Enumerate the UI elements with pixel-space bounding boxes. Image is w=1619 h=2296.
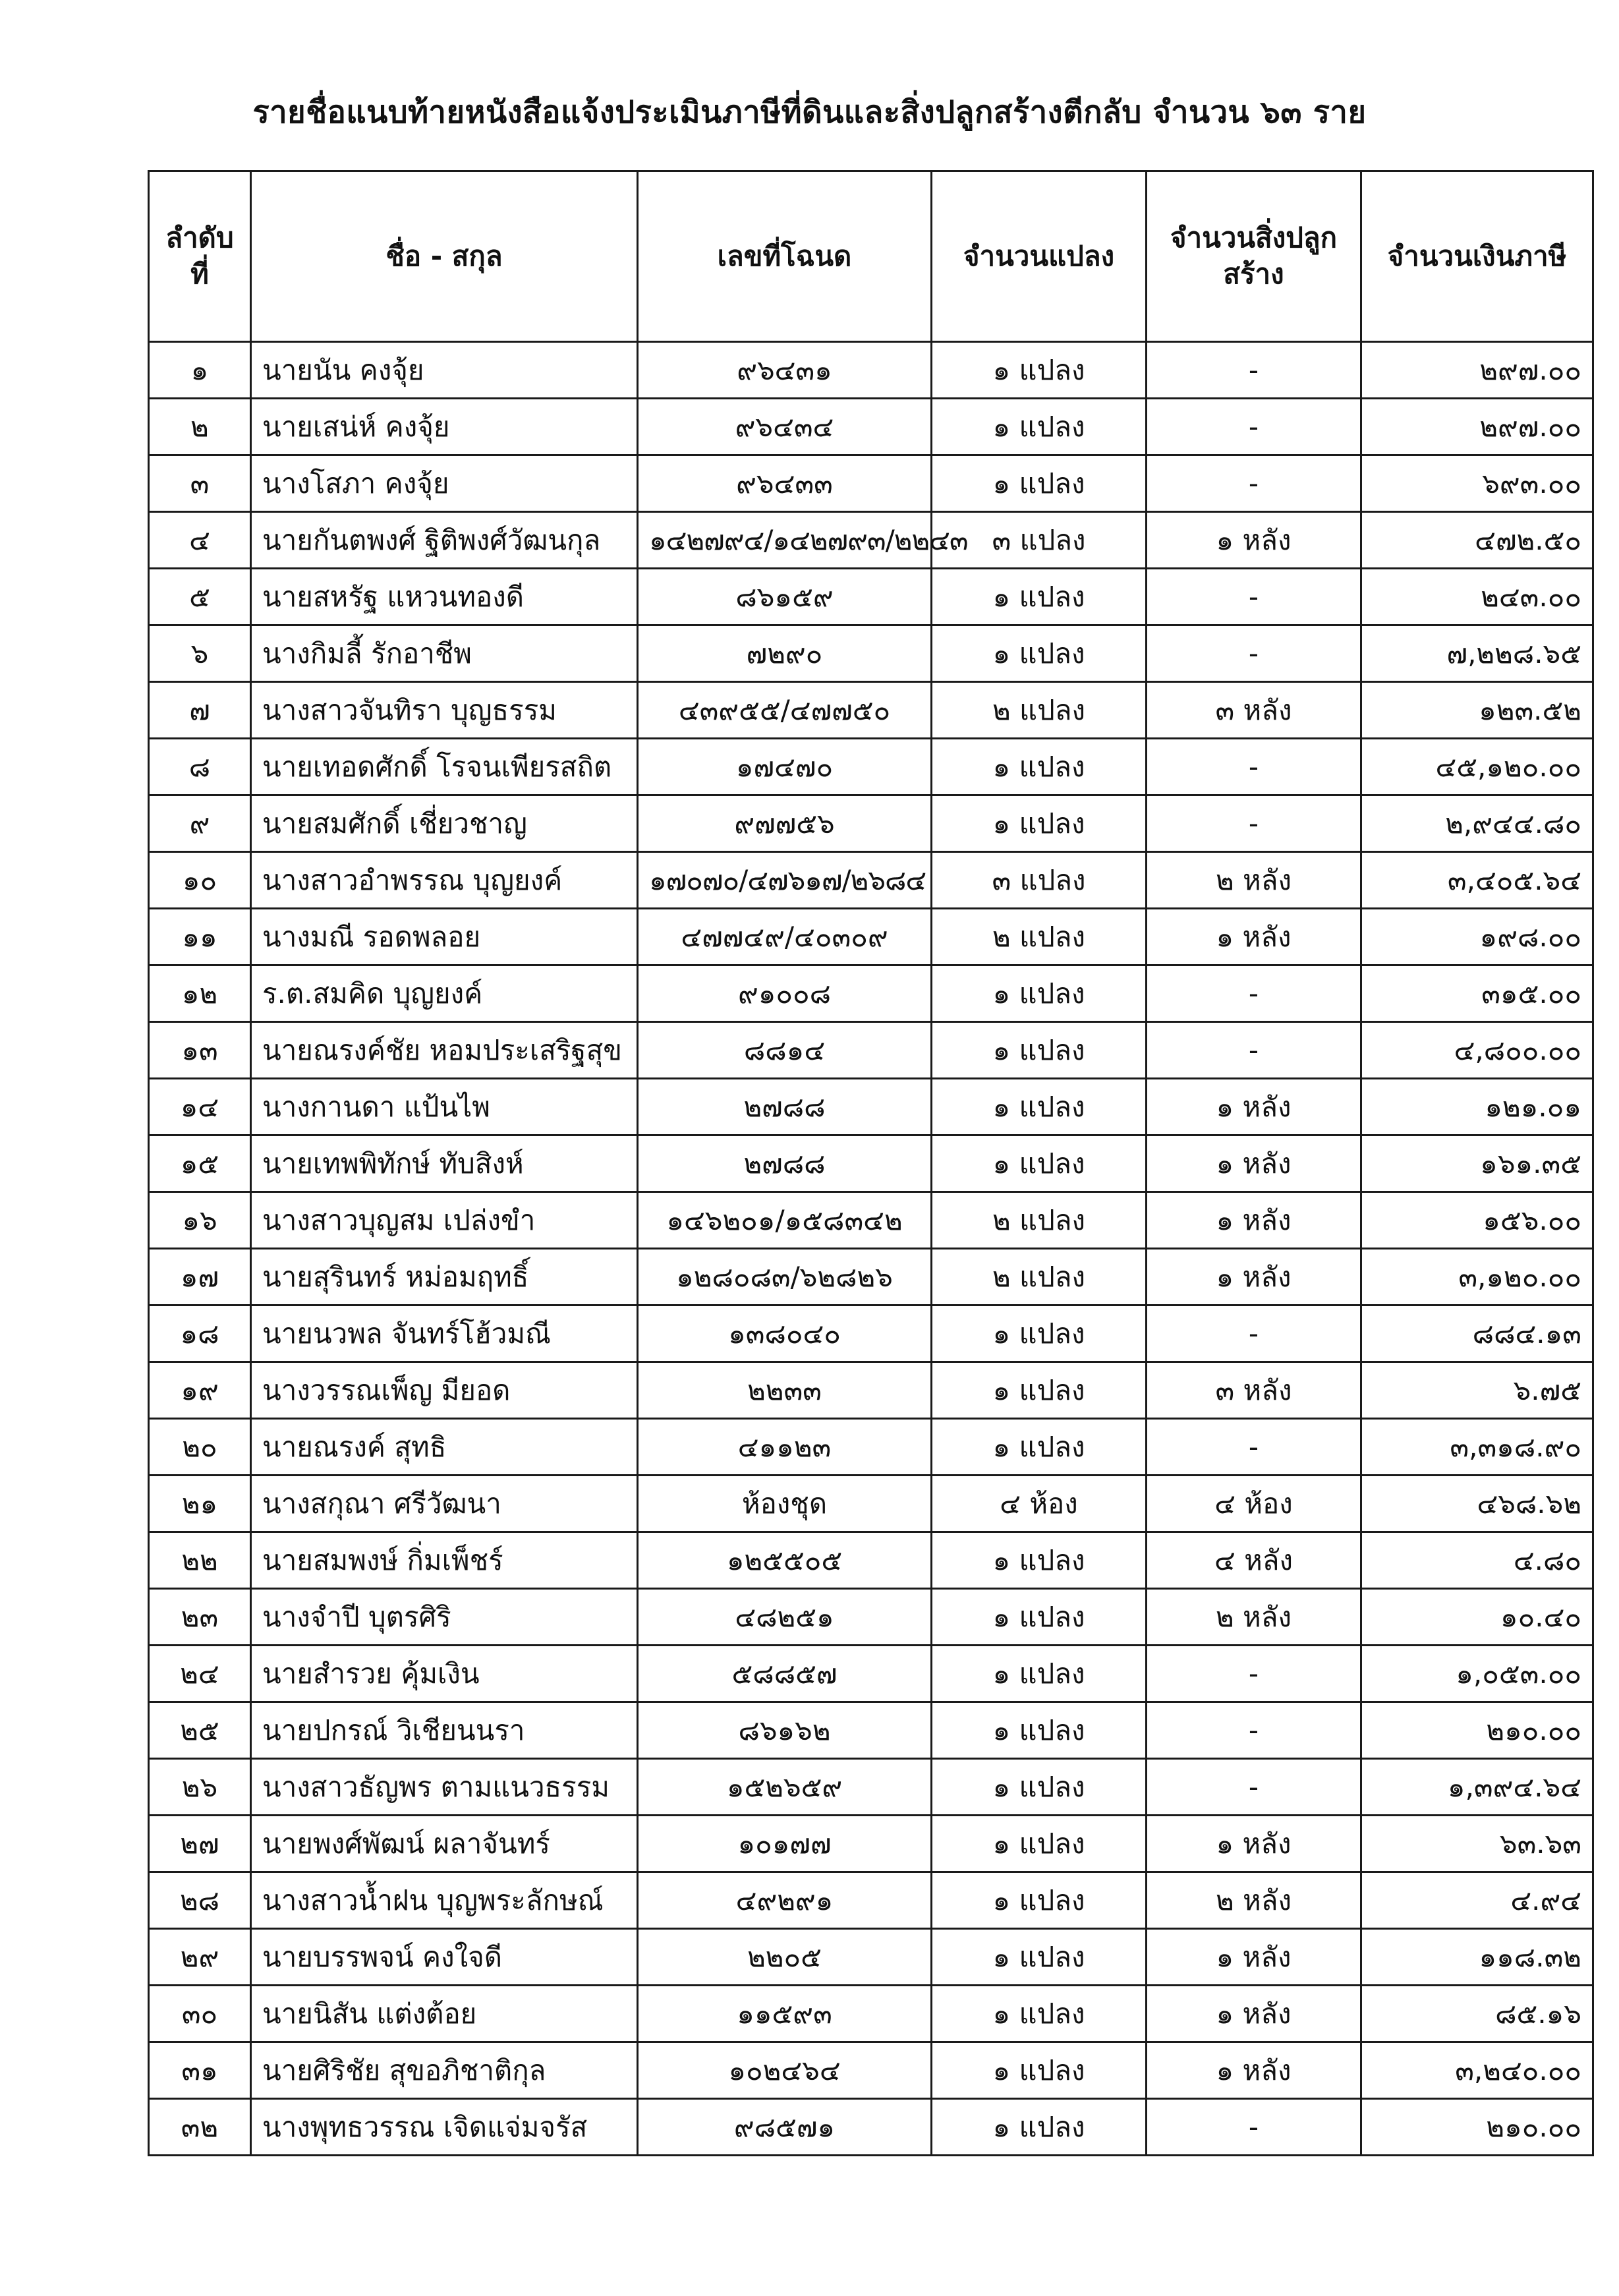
cell-name: นางโสภา คงจุ้ย bbox=[251, 455, 638, 512]
cell-name: นายพงศ์พัฒน์ ผลาจันทร์ bbox=[251, 1816, 638, 1872]
cell-plot-count: ๔ ห้อง bbox=[932, 1476, 1147, 1532]
cell-tax-amount: ๗,๒๒๘.๖๕ bbox=[1361, 625, 1593, 682]
cell-plot-count: ๑ แปลง bbox=[932, 1306, 1147, 1362]
table-row bbox=[149, 1872, 1593, 1929]
cell-plot-count: ๑ แปลง bbox=[932, 1759, 1147, 1816]
cell-tax-amount: ๒๙๗.๐๐ bbox=[1361, 399, 1593, 455]
table-row bbox=[149, 512, 1593, 569]
cell-tax-amount: ๑,๐๕๓.๐๐ bbox=[1361, 1646, 1593, 1702]
cell-name: นายนวพล จันทร์โฮ้วมณี bbox=[251, 1306, 638, 1362]
cell-building-count: - bbox=[1147, 739, 1361, 795]
cell-name: นางสาวธัญพร ตามแนวธรรม bbox=[251, 1759, 638, 1816]
cell-building-count: - bbox=[1147, 455, 1361, 512]
cell-order: ๑๘ bbox=[149, 1306, 251, 1362]
cell-plot-count: ๑ แปลง bbox=[932, 1702, 1147, 1759]
cell-plot-count: ๑ แปลง bbox=[932, 1589, 1147, 1646]
cell-tax-amount: ๓๑๕.๐๐ bbox=[1361, 965, 1593, 1022]
cell-building-count: ๒ หลัง bbox=[1147, 1872, 1361, 1929]
cell-name: นายนิสัน แต่งต้อย bbox=[251, 1986, 638, 2042]
cell-plot-count: ๑ แปลง bbox=[932, 795, 1147, 852]
cell-tax-amount: ๒๔๓.๐๐ bbox=[1361, 569, 1593, 625]
cell-building-count: - bbox=[1147, 2099, 1361, 2156]
cell-order: ๙ bbox=[149, 795, 251, 852]
cell-building-count: ๑ หลัง bbox=[1147, 512, 1361, 569]
cell-tax-amount: ๓,๔๐๕.๖๔ bbox=[1361, 852, 1593, 909]
cell-tax-amount: ๔๕,๑๒๐.๐๐ bbox=[1361, 739, 1593, 795]
cell-plot-count: ๒ แปลง bbox=[932, 1249, 1147, 1306]
cell-plot-count: ๒ แปลง bbox=[932, 1192, 1147, 1249]
cell-deed-number: ๒๗๘๘ bbox=[638, 1079, 932, 1135]
cell-name: นายสมพงษ์ กิ่มเพ็ชร์ bbox=[251, 1532, 638, 1589]
table-row bbox=[149, 625, 1593, 682]
cell-name: นางสาวบุญสม เปล่งขำ bbox=[251, 1192, 638, 1249]
header-tax-amount: จำนวนเงินภาษี bbox=[1361, 171, 1593, 342]
cell-building-count: - bbox=[1147, 1419, 1361, 1476]
table-row bbox=[149, 455, 1593, 512]
cell-building-count: ๔ ห้อง bbox=[1147, 1476, 1361, 1532]
cell-deed-number: ๔๑๑๒๓ bbox=[638, 1419, 932, 1476]
table-row bbox=[149, 1589, 1593, 1646]
cell-order: ๑๓ bbox=[149, 1022, 251, 1079]
cell-tax-amount: ๒,๙๔๔.๘๐ bbox=[1361, 795, 1593, 852]
cell-building-count: - bbox=[1147, 569, 1361, 625]
cell-plot-count: ๑ แปลง bbox=[932, 455, 1147, 512]
cell-plot-count: ๒ แปลง bbox=[932, 682, 1147, 739]
cell-name: นางวรรณเพ็ญ มียอด bbox=[251, 1362, 638, 1419]
table-row bbox=[149, 1306, 1593, 1362]
cell-name: นายเสน่ห์ คงจุ้ย bbox=[251, 399, 638, 455]
cell-name: นางสาวน้ำฝน บุญพระลักษณ์ bbox=[251, 1872, 638, 1929]
cell-order: ๒๗ bbox=[149, 1816, 251, 1872]
cell-tax-amount: ๘๘๔.๑๓ bbox=[1361, 1306, 1593, 1362]
cell-order: ๘ bbox=[149, 739, 251, 795]
table-row bbox=[149, 2042, 1593, 2099]
cell-building-count: ๒ หลัง bbox=[1147, 1589, 1361, 1646]
cell-tax-amount: ๑๒๑.๐๑ bbox=[1361, 1079, 1593, 1135]
cell-deed-number: ๙๖๔๓๔ bbox=[638, 399, 932, 455]
table-row bbox=[149, 965, 1593, 1022]
cell-name: นายณรงค์ชัย หอมประเสริฐสุข bbox=[251, 1022, 638, 1079]
cell-order: ๓๐ bbox=[149, 1986, 251, 2042]
table-row bbox=[149, 1532, 1593, 1589]
cell-deed-number: ๑๑๕๙๓ bbox=[638, 1986, 932, 2042]
cell-deed-number: ๙๖๔๓๑ bbox=[638, 342, 932, 399]
cell-order: ๑๖ bbox=[149, 1192, 251, 1249]
cell-plot-count: ๑ แปลง bbox=[932, 399, 1147, 455]
table-header-row bbox=[149, 171, 1593, 342]
table-row bbox=[149, 2099, 1593, 2156]
header-plot-count: จำนวนแปลง bbox=[932, 171, 1147, 342]
cell-tax-amount: ๓,๓๑๘.๙๐ bbox=[1361, 1419, 1593, 1476]
cell-tax-amount: ๔.๙๔ bbox=[1361, 1872, 1593, 1929]
cell-plot-count: ๑ แปลง bbox=[932, 1419, 1147, 1476]
cell-name: นายศิริชัย สุขอภิชาติกุล bbox=[251, 2042, 638, 2099]
table-row bbox=[149, 1759, 1593, 1816]
cell-name: นายเทพพิทักษ์ ทับสิงห์ bbox=[251, 1135, 638, 1192]
table-row bbox=[149, 1419, 1593, 1476]
cell-tax-amount: ๒๙๗.๐๐ bbox=[1361, 342, 1593, 399]
header-deed-number: เลขที่โฉนด bbox=[638, 171, 932, 342]
cell-building-count: ๑ หลัง bbox=[1147, 1986, 1361, 2042]
cell-order: ๒๕ bbox=[149, 1702, 251, 1759]
cell-name: นายปกรณ์ วิเชียนนรา bbox=[251, 1702, 638, 1759]
cell-tax-amount: ๖๙๓.๐๐ bbox=[1361, 455, 1593, 512]
cell-building-count: - bbox=[1147, 399, 1361, 455]
table-row bbox=[149, 1135, 1593, 1192]
cell-building-count: ๓ หลัง bbox=[1147, 1362, 1361, 1419]
table-row bbox=[149, 342, 1593, 399]
cell-deed-number: ๑๗๐๗๐/๔๗๖๑๗/๒๖๘๔ bbox=[638, 852, 932, 909]
cell-tax-amount: ๖.๗๕ bbox=[1361, 1362, 1593, 1419]
cell-name: นางพุทธวรรณ เจิดแจ่มจรัส bbox=[251, 2099, 638, 2156]
cell-deed-number: ๙๗๗๕๖ bbox=[638, 795, 932, 852]
cell-tax-amount: ๑๑๘.๓๒ bbox=[1361, 1929, 1593, 1986]
cell-deed-number: ๒๗๘๘ bbox=[638, 1135, 932, 1192]
cell-order: ๒๙ bbox=[149, 1929, 251, 1986]
cell-deed-number: ๔๙๒๙๑ bbox=[638, 1872, 932, 1929]
cell-building-count: ๒ หลัง bbox=[1147, 852, 1361, 909]
taxpayer-table bbox=[148, 170, 1594, 2156]
cell-deed-number: ๙๑๐๐๘ bbox=[638, 965, 932, 1022]
cell-order: ๑๒ bbox=[149, 965, 251, 1022]
table-row bbox=[149, 1079, 1593, 1135]
table-row bbox=[149, 399, 1593, 455]
cell-order: ๒๖ bbox=[149, 1759, 251, 1816]
cell-tax-amount: ๓,๒๔๐.๐๐ bbox=[1361, 2042, 1593, 2099]
cell-name: นางกานดา แป้นไพ bbox=[251, 1079, 638, 1135]
cell-plot-count: ๑ แปลง bbox=[932, 1532, 1147, 1589]
table-row bbox=[149, 852, 1593, 909]
cell-plot-count: ๓ แปลง bbox=[932, 852, 1147, 909]
table-row bbox=[149, 569, 1593, 625]
table-row bbox=[149, 795, 1593, 852]
cell-order: ๑๙ bbox=[149, 1362, 251, 1419]
table-row bbox=[149, 1476, 1593, 1532]
cell-building-count: ๓ หลัง bbox=[1147, 682, 1361, 739]
cell-deed-number: ๑๕๒๖๕๙ bbox=[638, 1759, 932, 1816]
cell-building-count: ๑ หลัง bbox=[1147, 1192, 1361, 1249]
cell-tax-amount: ๖๓.๖๓ bbox=[1361, 1816, 1593, 1872]
cell-plot-count: ๑ แปลง bbox=[932, 965, 1147, 1022]
cell-name: นางกิมลี้ รักอาชีพ bbox=[251, 625, 638, 682]
cell-building-count: ๑ หลัง bbox=[1147, 1079, 1361, 1135]
cell-order: ๒ bbox=[149, 399, 251, 455]
cell-plot-count: ๑ แปลง bbox=[932, 2042, 1147, 2099]
cell-order: ๑๔ bbox=[149, 1079, 251, 1135]
cell-deed-number: ๗๒๙๐ bbox=[638, 625, 932, 682]
cell-deed-number: ๕๘๘๕๗ bbox=[638, 1646, 932, 1702]
cell-tax-amount: ๑๒๓.๕๒ bbox=[1361, 682, 1593, 739]
cell-deed-number: ๘๖๑๕๙ bbox=[638, 569, 932, 625]
cell-order: ๒๘ bbox=[149, 1872, 251, 1929]
table-row bbox=[149, 1022, 1593, 1079]
cell-building-count: - bbox=[1147, 1022, 1361, 1079]
header-building-count: จำนวนสิ่งปลูกสร้าง bbox=[1147, 171, 1361, 342]
cell-tax-amount: ๑๕๖.๐๐ bbox=[1361, 1192, 1593, 1249]
table-row bbox=[149, 739, 1593, 795]
cell-order: ๒๔ bbox=[149, 1646, 251, 1702]
cell-order: ๑๑ bbox=[149, 909, 251, 965]
cell-deed-number: ๒๒๐๕ bbox=[638, 1929, 932, 1986]
table-row bbox=[149, 909, 1593, 965]
header-name: ชื่อ - สกุล bbox=[251, 171, 638, 342]
cell-plot-count: ๑ แปลง bbox=[932, 342, 1147, 399]
cell-order: ๖ bbox=[149, 625, 251, 682]
cell-building-count: ๑ หลัง bbox=[1147, 909, 1361, 965]
cell-tax-amount: ๑,๓๙๔.๖๔ bbox=[1361, 1759, 1593, 1816]
cell-building-count: - bbox=[1147, 1759, 1361, 1816]
cell-building-count: - bbox=[1147, 1306, 1361, 1362]
cell-name: นายนัน คงจุ้ย bbox=[251, 342, 638, 399]
cell-tax-amount: ๔,๘๐๐.๐๐ bbox=[1361, 1022, 1593, 1079]
cell-order: ๑๕ bbox=[149, 1135, 251, 1192]
cell-deed-number: ๘๖๑๖๒ bbox=[638, 1702, 932, 1759]
cell-tax-amount: ๑๙๘.๐๐ bbox=[1361, 909, 1593, 965]
cell-deed-number: ๔๓๙๕๕/๔๗๗๕๐ bbox=[638, 682, 932, 739]
cell-order: ๕ bbox=[149, 569, 251, 625]
cell-name: นายสมศักดิ์ เชี่ยวชาญ bbox=[251, 795, 638, 852]
cell-deed-number: ๑๓๘๐๔๐ bbox=[638, 1306, 932, 1362]
table-row bbox=[149, 682, 1593, 739]
cell-tax-amount: ๔๗๒.๕๐ bbox=[1361, 512, 1593, 569]
cell-order: ๑๗ bbox=[149, 1249, 251, 1306]
cell-name: นางจำปี บุตรศิริ bbox=[251, 1589, 638, 1646]
table-row bbox=[149, 1702, 1593, 1759]
cell-plot-count: ๑ แปลง bbox=[932, 1022, 1147, 1079]
cell-order: ๓๑ bbox=[149, 2042, 251, 2099]
table-row bbox=[149, 1249, 1593, 1306]
cell-tax-amount: ๔.๘๐ bbox=[1361, 1532, 1593, 1589]
cell-order: ๗ bbox=[149, 682, 251, 739]
cell-plot-count: ๑ แปลง bbox=[932, 739, 1147, 795]
cell-tax-amount: ๘๕.๑๖ bbox=[1361, 1986, 1593, 2042]
cell-order: ๓๒ bbox=[149, 2099, 251, 2156]
cell-plot-count: ๑ แปลง bbox=[932, 569, 1147, 625]
cell-order: ๒๒ bbox=[149, 1532, 251, 1589]
cell-name: นายกันตพงศ์ ฐิติพงศ์วัฒนกุล bbox=[251, 512, 638, 569]
cell-building-count: ๑ หลัง bbox=[1147, 1816, 1361, 1872]
cell-tax-amount: ๔๖๘.๖๒ bbox=[1361, 1476, 1593, 1532]
cell-tax-amount: ๑๖๑.๓๕ bbox=[1361, 1135, 1593, 1192]
cell-name: นางสาวอำพรรณ บุญยงค์ bbox=[251, 852, 638, 909]
cell-deed-number: ๑๒๕๕๐๕ bbox=[638, 1532, 932, 1589]
cell-building-count: ๑ หลัง bbox=[1147, 2042, 1361, 2099]
cell-plot-count: ๑ แปลง bbox=[932, 1986, 1147, 2042]
cell-tax-amount: ๒๑๐.๐๐ bbox=[1361, 2099, 1593, 2156]
cell-name: นายสำรวย คุ้มเงิน bbox=[251, 1646, 638, 1702]
table-row bbox=[149, 1929, 1593, 1986]
cell-building-count: ๔ หลัง bbox=[1147, 1532, 1361, 1589]
cell-plot-count: ๑ แปลง bbox=[932, 1816, 1147, 1872]
cell-deed-number: ๔๗๗๔๙/๔๐๓๐๙ bbox=[638, 909, 932, 965]
cell-order: ๒๓ bbox=[149, 1589, 251, 1646]
cell-deed-number: ๑๔๒๗๙๔/๑๔๒๗๙๓/๒๒๔๓ bbox=[638, 512, 932, 569]
table-row bbox=[149, 1362, 1593, 1419]
cell-deed-number: ๙๘๕๗๑ bbox=[638, 2099, 932, 2156]
cell-deed-number: ๒๒๓๓ bbox=[638, 1362, 932, 1419]
cell-building-count: - bbox=[1147, 625, 1361, 682]
cell-plot-count: ๑ แปลง bbox=[932, 1646, 1147, 1702]
cell-deed-number: ห้องชุด bbox=[638, 1476, 932, 1532]
cell-name: นายบรรพจน์ คงใจดี bbox=[251, 1929, 638, 1986]
cell-deed-number: ๑๐๑๗๗ bbox=[638, 1816, 932, 1872]
cell-name: นางมณี รอดพลอย bbox=[251, 909, 638, 965]
cell-name: นายสุรินทร์ หม่อมฤทธิ์ bbox=[251, 1249, 638, 1306]
cell-plot-count: ๑ แปลง bbox=[932, 625, 1147, 682]
cell-building-count: - bbox=[1147, 795, 1361, 852]
table-row bbox=[149, 1646, 1593, 1702]
cell-deed-number: ๑๐๒๔๖๔ bbox=[638, 2042, 932, 2099]
cell-order: ๒๑ bbox=[149, 1476, 251, 1532]
cell-deed-number: ๔๘๒๕๑ bbox=[638, 1589, 932, 1646]
cell-name: นายณรงค์ สุทธิ bbox=[251, 1419, 638, 1476]
cell-tax-amount: ๓,๑๒๐.๐๐ bbox=[1361, 1249, 1593, 1306]
document-title: รายชื่อแนบท้ายหนังสือแจ้งประเมินภาษีที่ดินและสิ่งปลูกสร้างตีกลับ จำนวน ๖๓ ราย bbox=[252, 94, 1367, 130]
cell-name: ร.ต.สมคิด บุญยงค์ bbox=[251, 965, 638, 1022]
table-row bbox=[149, 1986, 1593, 2042]
cell-name: นางสาวจันทิรา บุญธรรม bbox=[251, 682, 638, 739]
cell-plot-count: ๑ แปลง bbox=[932, 1135, 1147, 1192]
cell-plot-count: ๑ แปลง bbox=[932, 2099, 1147, 2156]
cell-name: นายสหรัฐ แหวนทองดี bbox=[251, 569, 638, 625]
cell-order: ๔ bbox=[149, 512, 251, 569]
cell-plot-count: ๑ แปลง bbox=[932, 1929, 1147, 1986]
cell-name: นางสกุณา ศรีวัฒนา bbox=[251, 1476, 638, 1532]
cell-tax-amount: ๑๐.๔๐ bbox=[1361, 1589, 1593, 1646]
cell-tax-amount: ๒๑๐.๐๐ bbox=[1361, 1702, 1593, 1759]
cell-building-count: - bbox=[1147, 1702, 1361, 1759]
cell-deed-number: ๙๖๔๓๓ bbox=[638, 455, 932, 512]
cell-deed-number: ๑๗๔๗๐ bbox=[638, 739, 932, 795]
table-body bbox=[149, 342, 1593, 2156]
header-order: ลำดับที่ bbox=[149, 171, 251, 342]
cell-name: นายเทอดศักดิ์ โรจนเพียรสถิต bbox=[251, 739, 638, 795]
cell-order: ๓ bbox=[149, 455, 251, 512]
cell-deed-number: ๘๘๑๔ bbox=[638, 1022, 932, 1079]
cell-deed-number: ๑๔๖๒๐๑/๑๕๘๓๔๒ bbox=[638, 1192, 932, 1249]
cell-plot-count: ๓ แปลง bbox=[932, 512, 1147, 569]
cell-order: ๒๐ bbox=[149, 1419, 251, 1476]
cell-building-count: ๑ หลัง bbox=[1147, 1929, 1361, 1986]
cell-building-count: - bbox=[1147, 342, 1361, 399]
cell-building-count: - bbox=[1147, 965, 1361, 1022]
cell-plot-count: ๑ แปลง bbox=[932, 1872, 1147, 1929]
cell-building-count: ๑ หลัง bbox=[1147, 1249, 1361, 1306]
cell-order: ๑๐ bbox=[149, 852, 251, 909]
cell-order: ๑ bbox=[149, 342, 251, 399]
cell-building-count: ๑ หลัง bbox=[1147, 1135, 1361, 1192]
cell-plot-count: ๒ แปลง bbox=[932, 909, 1147, 965]
table-row bbox=[149, 1192, 1593, 1249]
cell-plot-count: ๑ แปลง bbox=[932, 1079, 1147, 1135]
cell-deed-number: ๑๒๘๐๘๓/๖๒๘๒๖ bbox=[638, 1249, 932, 1306]
cell-plot-count: ๑ แปลง bbox=[932, 1362, 1147, 1419]
cell-building-count: - bbox=[1147, 1646, 1361, 1702]
table-row bbox=[149, 1816, 1593, 1872]
